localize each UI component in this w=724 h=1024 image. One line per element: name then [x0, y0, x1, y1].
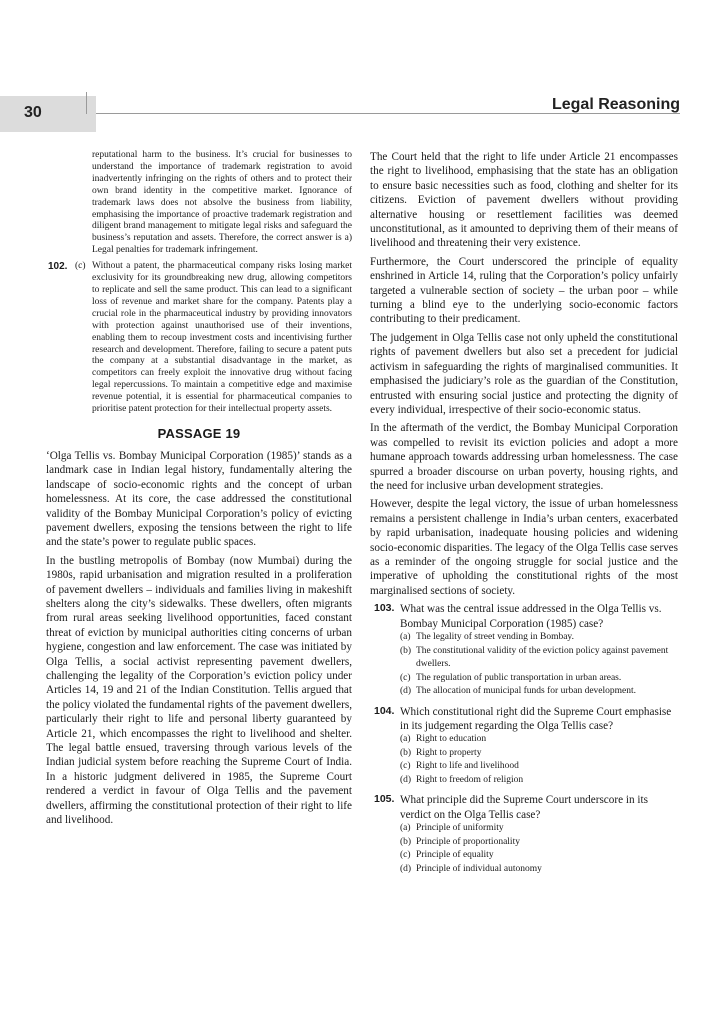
option-d: [400, 863, 678, 877]
option-label: (c): [400, 761, 411, 772]
passage-paragraph: In the bustling metropolis of Bombay (now Mumbai) during the 1980s, rapid urbanisation and migration resulted in a proliferation of pavement dwellers – individuals and families living in makeshift shelters along the city’s sidewalks. These dwellers, often migrants from rural areas seeking livelihood opportunities, faced constant threat of eviction by municipal authorities citing concerns of urban hygiene, congestion and law enforcement. The case was initiated by Olga Tellis, a social activist representing pavement dwellers, challenging the legality of the Corporation’s eviction policy under Articles 14, 19 and 21 of the Indian Constitution. Tellis argued that the policy violated the fundamental rights of the pavement dwellers, particularly their right to life and personal liberty guaranteed by Article 21, which encompasses the right to livelihood and shelter. The legal battle ensued, traversing through various levels of the Indian judicial system before reaching the Supreme Court of India. In a historic judgment delivered in 1985, the Supreme Court rendered a verdict in favour of Olga Tellis and the pavement dwellers, affirming the constitutional protection of their right to life and livelihood.: [46, 554, 352, 827]
option-label: (a): [400, 632, 411, 642]
option-a: [400, 822, 678, 836]
option-text: Principle of proportionality: [416, 836, 520, 847]
answer-choice: (c): [75, 261, 86, 272]
option-label: (b): [400, 645, 412, 656]
option-b: [400, 836, 678, 850]
option-c: [400, 760, 678, 774]
option-label: (d): [400, 774, 412, 785]
passage-paragraph: However, despite the legal victory, the issue of urban homelessness remains a persistent challenge in India’s urban centers, exacerbated by rapid urbanisation, inadequate housing policies and widening socio-economic disparities. The legacy of the Olga Tellis case serves as a reminder of the ongoing struggle for social justice and the imperative of upholding the constitutional rights of the most marginalised sections of society.: [370, 498, 678, 597]
question-103: [370, 602, 678, 698]
question-number: 105.: [374, 793, 395, 806]
option-text: Right to property: [416, 747, 482, 758]
option-label: (d): [400, 863, 412, 874]
option-label: (a): [400, 734, 411, 745]
option-a: [400, 631, 678, 645]
right-column: [370, 150, 678, 882]
page-number: 30: [24, 104, 42, 121]
question-text: Which constitutional right did the Supreme Court emphasise in its judgement regarding the Olga Tellis case?: [400, 705, 672, 732]
option-c: [400, 849, 678, 863]
option-label: (b): [400, 747, 412, 758]
question-number: 103.: [374, 602, 395, 615]
option-text: The allocation of municipal funds for urban development.: [416, 686, 637, 696]
option-label: (a): [400, 823, 411, 834]
answer-item-102: [46, 261, 352, 416]
question-text: What principle did the Supreme Court underscore in its verdict on the Olga Tellis case?: [400, 794, 648, 821]
option-text: Principle of uniformity: [416, 823, 504, 834]
question-104: [370, 705, 678, 788]
left-column: [46, 150, 352, 832]
option-list: [400, 631, 678, 699]
question-text: What was the central issue addressed in the Olga Tellis vs. Bombay Municipal Corporation (1985) case?: [400, 603, 662, 630]
running-title: Legal Reasoning: [551, 96, 680, 113]
option-label: (c): [400, 850, 411, 861]
option-text: The regulation of public transportation in urban areas.: [416, 672, 622, 683]
passage-paragraph: In the aftermath of the verdict, the Bombay Municipal Corporation was compelled to revisit its eviction policies and adopt a more humane approach towards addressing urban homelessness. The case spurred a broader discourse on urban poverty, housing rights, and the need for inclusive urban development strategies.: [370, 422, 678, 492]
page-number-tab: [0, 96, 96, 132]
option-d: [400, 774, 678, 788]
passage-paragraph: The judgement in Olga Tellis case not only upheld the constitutional rights of pavement dwellers but also set a precedent for judicial activism in safeguarding the rights of marginalised communities. It emphasised the judiciary’s role as the guardian of the Constitution, entrusted with ensuring social justice and protecting the dignity of every individual, irrespective of their socio-economic status.: [370, 331, 678, 416]
question-number: 104.: [374, 704, 395, 717]
option-text: Principle of equality: [416, 850, 494, 861]
option-label: (d): [400, 686, 412, 696]
option-text: Principle of individual autonomy: [416, 863, 542, 874]
option-label: (c): [400, 672, 411, 683]
option-label: (b): [400, 836, 412, 847]
answer-explanation: Without a patent, the pharmaceutical company risks losing market exclusivity for its groundbreaking new drug, allowing competitors to replicate and sell the same product. This can lead to a significant loss of revenue and market share for the company. Patents play a crucial role in the pharmaceutical industry by providing innovators with protection against unauthorised use of their inventions, enabling them to recoup investment costs and incentivising further research and development. Therefore, failing to secure a patent puts the company at a substantial disadvantage in the market, as competitors can freely exploit the innovative drug without facing legal repercussions. To maintain a competitive edge and maximise revenue potential, it is essential for pharmaceutical companies to prioritise patent protection for their intellectual property assets.: [92, 261, 352, 415]
passage-paragraph: ‘Olga Tellis vs. Bombay Municipal Corporation (1985)’ stands as a landmark case in Indian legal history, fundamentally altering the landscape of socio-economic rights and the concept of urban homelessness. At its core, the case addressed the constitutional validity of the Bombay Municipal Corporation’s policy of evicting pavement dwellers, exposing the tensions between the right to life and the state’s power to regulate public spaces.: [46, 449, 352, 549]
option-c: [400, 672, 678, 686]
option-text: Right to freedom of religion: [416, 774, 524, 785]
passage-paragraph: The Court held that the right to life under Article 21 encompasses the right to livelihood, emphasising that the state has an obligation to ensure basic necessities such as food, clothing and shelter for its citizens. Eviction of pavement dwellers without providing alternative housing or resettlement facilities was deemed unconstitutional, as it amounted to depriving them of their means of livelihood and threatening their very existence.: [370, 151, 678, 250]
passage-title: PASSAGE 19: [157, 425, 241, 441]
header-divider-tick: [86, 92, 87, 114]
passage-paragraph: Furthermore, the Court underscored the principle of equality enshrined in Article 14, ruling that the Corporation’s policy unfairly targeted a vulnerable section of society – the urban poor – while turning a blind eye to the underlying socio-economic factors contributing to their predicament.: [370, 255, 678, 326]
option-b: [400, 747, 678, 761]
option-a: [400, 733, 678, 747]
option-d: [400, 685, 678, 699]
option-list: [400, 822, 678, 876]
question-105: [370, 793, 678, 876]
option-b: [400, 645, 678, 672]
option-text: The legality of street vending in Bombay.: [416, 632, 574, 642]
answer-number: 102.: [48, 261, 68, 273]
answer-continuation: reputational harm to the business. It’s crucial for businesses to understand the importance of trademark registration to avoid inadvertently infringing on the rights of others and to protect their own brand identity in the competitive market. Ignorance of trademark laws does not absolve the business from liability, emphasising the importance of proactive trademark registration and diligent brand management to mitigate legal risks and safeguard the business’s reputation and assets. Therefore, the correct answer is a) Legal penalties for trademark infringement.: [92, 150, 352, 256]
option-list: [400, 733, 678, 787]
option-text: Right to life and livelihood: [416, 761, 519, 772]
option-text: The constitutional validity of the eviction policy against pavement dwellers.: [416, 645, 669, 669]
option-text: Right to education: [416, 734, 487, 745]
